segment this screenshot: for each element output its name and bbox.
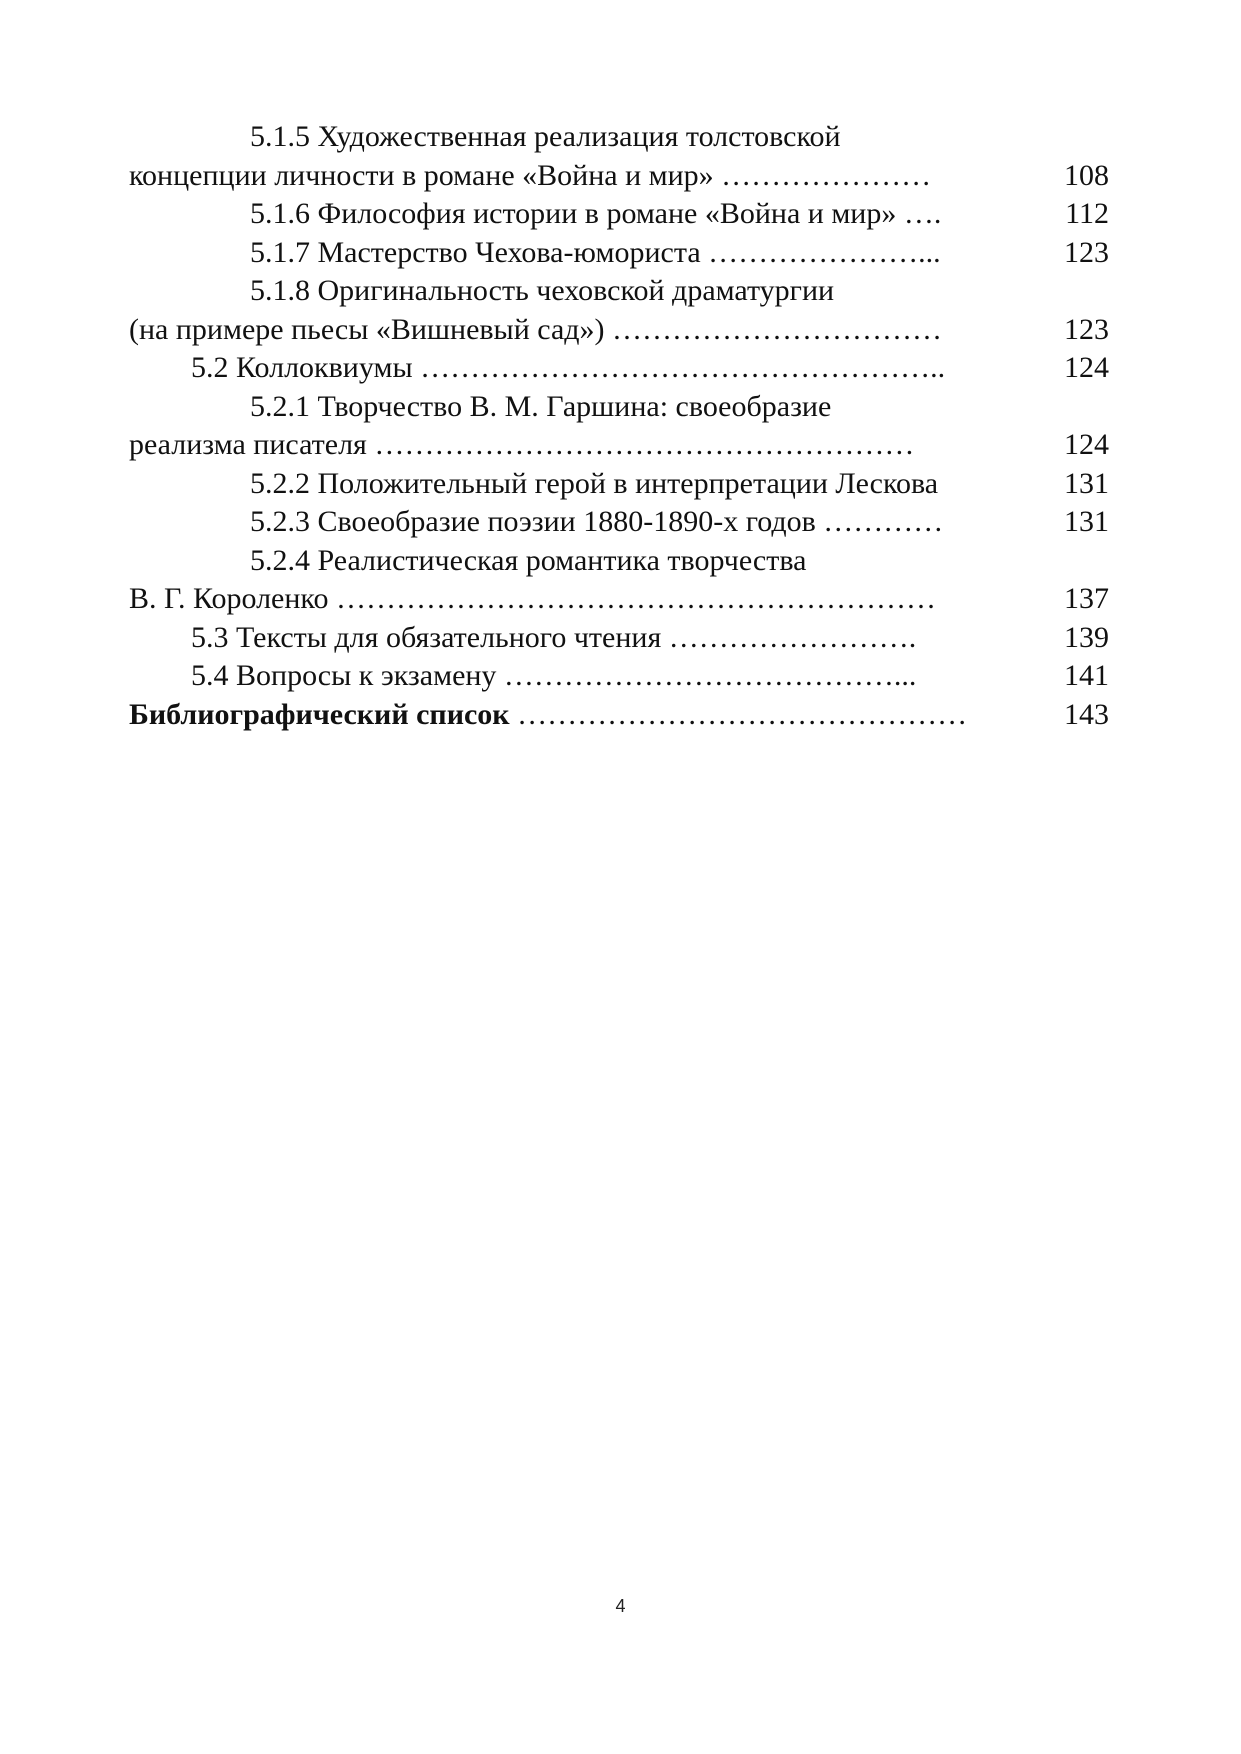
- table-of-contents: [129, 118, 1109, 734]
- toc-entry-text: концепции личности в романе «Война и мир» …………………: [129, 158, 932, 192]
- toc-leader-dots: ………………………………………: [509, 697, 968, 731]
- toc-entry-text: 5.1.5 Художественная реализация толстовской: [250, 120, 841, 153]
- toc-entry-text: 5.4 Вопросы к экзамену …………………………………...: [191, 659, 917, 692]
- toc-entry-text: 5.1.8 Оригинальность чеховской драматургии: [250, 274, 835, 307]
- toc-entry-text: 5.2.4 Реалистическая романтика творчества: [250, 543, 807, 577]
- toc-page-number: 108: [1064, 158, 1109, 192]
- toc-entry-5-2-1: [129, 388, 1109, 427]
- toc-page-number: 131: [1064, 505, 1109, 538]
- toc-entry-5-1-5-cont: [129, 157, 1109, 196]
- toc-page-number: 123: [1064, 235, 1109, 269]
- toc-entry-text: 5.2.3 Своеобразие поэзии 1880-1890-х годов …………: [250, 505, 944, 538]
- toc-entry-text: (на примере пьесы «Вишневый сад») ……………………………: [129, 312, 943, 346]
- toc-page-number: 123: [1064, 312, 1109, 346]
- toc-entry-5-2: [129, 349, 1109, 388]
- toc-entry-text: 5.3 Тексты для обязательного чтения …………………….: [191, 620, 917, 654]
- toc-entry-5-1-8-cont: [129, 311, 1109, 350]
- toc-entry-5-2-2: [129, 465, 1109, 504]
- toc-entry-text: 5.2.2 Положительный герой в интерпретации Лескова: [250, 466, 939, 500]
- toc-entry-5-1-7: [129, 234, 1109, 273]
- toc-entry-5-2-4: [129, 542, 1109, 581]
- toc-entry-5-1-5: [129, 118, 1109, 157]
- toc-page-number: 124: [1064, 351, 1109, 384]
- toc-entry-text-group: [129, 696, 967, 735]
- toc-page-number: 112: [1065, 197, 1109, 230]
- toc-page-number: 131: [1064, 466, 1109, 500]
- toc-entry-text: В. Г. Короленко ……………………………………………………: [129, 582, 936, 615]
- toc-entry-5-2-4-cont: [129, 580, 1109, 619]
- toc-page-number: 141: [1064, 659, 1109, 692]
- toc-entry-5-2-1-cont: [129, 426, 1109, 465]
- toc-entry-text: 5.1.7 Мастерство Чехова-юмориста …………………...: [250, 235, 941, 269]
- toc-entry-bibliography: [129, 696, 1109, 735]
- toc-page-number: 143: [1064, 697, 1109, 731]
- toc-page-number: 137: [1064, 582, 1109, 615]
- toc-entry-5-1-8: [129, 272, 1109, 311]
- toc-entry-text: 5.1.6 Философия истории в романе «Война и мир» ….: [250, 197, 942, 230]
- page-number: 4: [615, 1596, 626, 1616]
- toc-entry-5-4: [129, 657, 1109, 696]
- toc-entry-text: 5.2 Коллоквиумы ……………………………………………..: [191, 351, 946, 384]
- toc-entry-text: реализма писателя ………………………………………………: [129, 428, 915, 461]
- toc-page-number: 139: [1064, 620, 1109, 654]
- toc-entry-title: Библиографический список: [129, 697, 510, 731]
- toc-entry-5-1-6: [129, 195, 1109, 234]
- toc-page-number: 124: [1064, 428, 1109, 461]
- toc-entry-5-2-3: [129, 503, 1109, 542]
- toc-entry-5-3: [129, 619, 1109, 658]
- toc-entry-text: 5.2.1 Творчество В. М. Гаршина: своеобразие: [250, 389, 832, 423]
